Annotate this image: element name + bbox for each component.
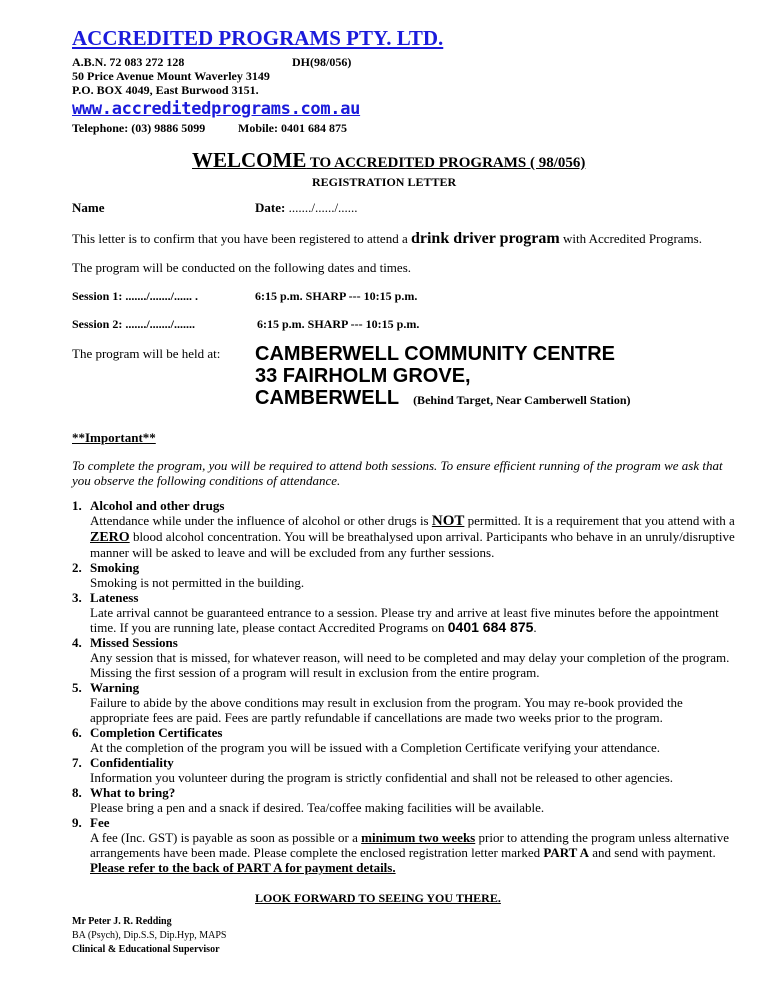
item-title: Alcohol and other drugs xyxy=(90,498,225,513)
item-number: 4. xyxy=(72,635,82,650)
item-title: Lateness xyxy=(90,590,139,605)
title-welcome: WELCOME xyxy=(192,148,307,172)
session-2-label: Session 2: ......./......./....... xyxy=(72,317,196,331)
item-text: . xyxy=(533,620,537,635)
title-rest: TO ACCREDITED PROGRAMS ( 98/056) xyxy=(306,155,586,171)
session-1-label: Session 1: ......./......./...... . xyxy=(72,289,199,303)
session-1-time: 6:15 p.m. SHARP --- 10:15 p.m. xyxy=(255,289,418,303)
item-number: 5. xyxy=(72,680,82,695)
item-number: 3. xyxy=(72,590,82,605)
condition-item xyxy=(72,680,744,725)
item-text: blood alcohol concentration. You will be breathalysed upon arrival. Participants who behave in an unruly/disruptive manner will be asked to leave and will be excluded from any further sessions. xyxy=(90,529,735,560)
item-number: 6. xyxy=(72,725,82,740)
item-text: Smoking is not permitted in the building. xyxy=(90,575,305,590)
item-number: 2. xyxy=(72,560,82,575)
letter-body xyxy=(72,430,744,977)
company-name: ACCREDITED PROGRAMS PTY. LTD. xyxy=(72,26,444,50)
item-text: A fee (Inc. GST) is payable as soon as possible or a xyxy=(90,830,362,845)
item-title: What to bring? xyxy=(90,785,176,800)
condition-item xyxy=(72,725,744,755)
conditions-list xyxy=(72,498,744,875)
item-text: Please bring a pen and a snack if desired. Tea/coffee making facilities will be available. xyxy=(90,800,545,815)
condition-item xyxy=(72,590,744,635)
intro-pre: This letter is to confirm that you have been registered to attend a xyxy=(72,231,411,246)
item-title: Missed Sessions xyxy=(90,635,178,650)
date-field[interactable] xyxy=(255,200,358,215)
emphasis-zero: ZERO xyxy=(90,530,130,545)
mobile: Mobile: 0401 684 875 xyxy=(238,121,347,135)
venue-line-3: CAMBERWELL xyxy=(255,387,400,409)
item-text: Any session that is missed, for whatever reason, will need to be completed and may delay your completion of the program. Missing the first session of a program will result in exclusion from the entire program. xyxy=(90,650,730,680)
abn: A.B.N. 72 083 272 128 xyxy=(72,55,185,69)
item-title: Warning xyxy=(90,680,140,695)
item-text: Failure to abide by the above conditions may result in exclusion from the program. You may re-book provided the appropriate fees are paid. Fees are partly refundable if cancellations are made two weeks prior to the program. xyxy=(90,695,683,725)
name-label: Name xyxy=(72,200,105,215)
telephone: Telephone: (03) 9886 5099 xyxy=(72,121,206,135)
session-2-time: 6:15 p.m. SHARP --- 10:15 p.m. xyxy=(257,317,420,331)
item-text: At the completion of the program you will be issued with a Completion Certificate verifying your attendance. xyxy=(90,740,661,755)
item-text: permitted. It is a requirement that you attend with a xyxy=(464,513,735,528)
page-title xyxy=(192,148,585,175)
important-heading: **Important** xyxy=(72,430,156,445)
item-number: 9. xyxy=(72,815,82,830)
item-title: Confidentiality xyxy=(90,755,174,770)
condition-item xyxy=(72,635,744,680)
signature-block xyxy=(72,915,744,957)
closing-line: LOOK FORWARD TO SEEING YOU THERE. xyxy=(255,891,501,905)
signatory-role: Clinical & Educational Supervisor xyxy=(72,944,220,955)
item-number: 8. xyxy=(72,785,82,800)
subtitle: REGISTRATION LETTER xyxy=(312,175,457,189)
date-label: Date: xyxy=(255,200,286,215)
condition-item xyxy=(72,785,744,815)
venue-line-2: 33 FAIRHOLM GROVE, xyxy=(255,365,471,387)
emphasis-part-a: PART A xyxy=(543,845,590,860)
venue-note: (Behind Target, Near Camberwell Station) xyxy=(413,393,631,407)
important-text: To complete the program, you will be required to attend both sessions. To ensure efficient running of the program we ask that you observe the following conditions of attendance. xyxy=(72,458,723,488)
condition-item xyxy=(72,498,744,560)
intro-text xyxy=(72,229,702,248)
dh-number: DH(98/056) xyxy=(292,55,352,69)
item-text: Information you volunteer during the program is strictly confidential and shall not be released to other agencies. xyxy=(90,770,674,785)
condition-item xyxy=(72,815,744,875)
date-value: ......./....../...... xyxy=(285,200,358,215)
address: 50 Price Avenue Mount Waverley 3149 xyxy=(72,69,270,83)
item-title: Completion Certificates xyxy=(90,725,223,740)
item-text: Attendance while under the influence of alcohol or other drugs is xyxy=(90,513,432,528)
po-box: P.O. BOX 4049, East Burwood 3151. xyxy=(72,83,259,97)
intro-post: with Accredited Programs. xyxy=(559,231,702,246)
venue-address xyxy=(255,343,631,411)
intro-line2: The program will be conducted on the following dates and times. xyxy=(72,260,411,275)
signatory-qualifications: BA (Psych), Dip.S.S, Dip.Hyp, MAPS xyxy=(72,930,227,941)
website-link[interactable]: www.accreditedprograms.com.au xyxy=(72,99,361,119)
signatory-name: Mr Peter J. R. Redding xyxy=(72,916,172,927)
item-text: prior to attending the program unless alternative arrangements have been made. Please complete the enclosed registration letter marked xyxy=(90,830,730,860)
venue-label: The program will be held at: xyxy=(72,346,221,361)
emphasis-not: NOT xyxy=(431,513,465,529)
item-text: Late arrival cannot be guaranteed entrance to a session. Please try and arrive at least five minutes before the appointment time. If you are running late, please contact Accredited Programs on xyxy=(90,605,719,635)
emphasis-minimum: minimum two weeks xyxy=(361,830,476,845)
condition-item xyxy=(72,560,744,590)
venue-line-1: CAMBERWELL COMMUNITY CENTRE xyxy=(255,343,615,365)
emphasis-refer: Please refer to the back of PART A for payment details. xyxy=(90,860,396,875)
item-title: Smoking xyxy=(90,560,140,575)
item-number: 7. xyxy=(72,755,82,770)
item-number: 1. xyxy=(72,498,82,513)
phone-number: 0401 684 875 xyxy=(447,619,534,635)
item-text: and send with payment. xyxy=(589,845,716,860)
item-title: Fee xyxy=(90,815,110,830)
program-name: drink driver program xyxy=(410,230,560,247)
condition-item xyxy=(72,755,744,785)
